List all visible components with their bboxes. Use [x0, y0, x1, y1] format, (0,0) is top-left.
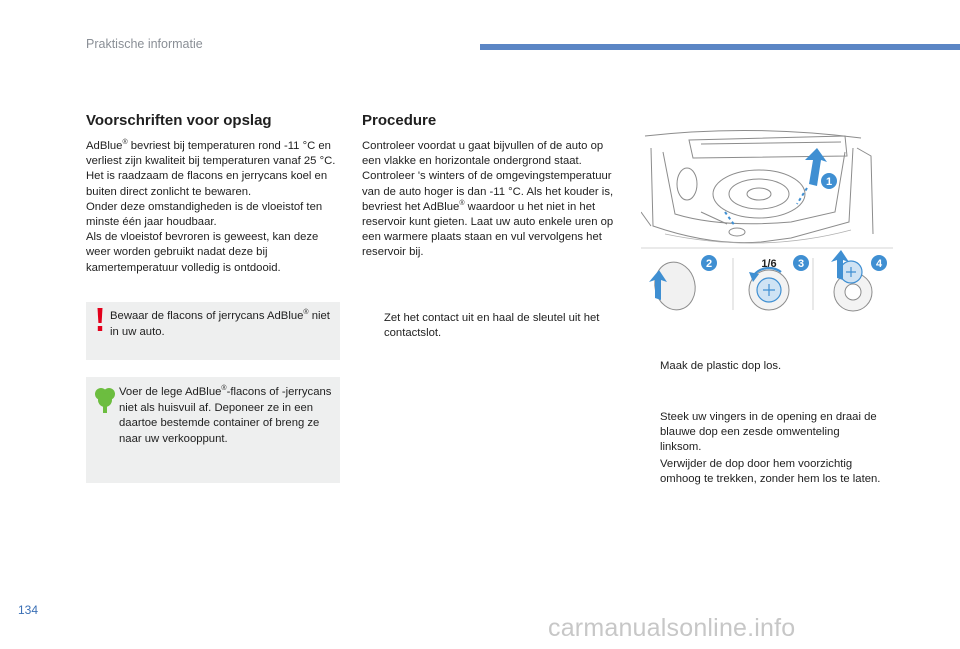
- warning-text: [110, 309, 332, 340]
- page-number: 134: [18, 603, 39, 617]
- registered-mark: ®: [303, 309, 309, 317]
- storage-paragraph-3: Als de vloeistof bevroren is geweest, kan deze weer worden gebruikt nadat deze bij kamertemperatuur volledig is ontdooid.: [86, 231, 319, 274]
- text-run: niet in uw auto.: [110, 310, 330, 338]
- car-boot-drawing: [641, 130, 873, 242]
- environment-box: [86, 377, 340, 483]
- text-run: Bewaar de flacons of jerrycans AdBlue: [110, 310, 304, 322]
- text-run: bevriest bij temperaturen rond -11 °C en verliest zijn kwaliteit bij temperaturen vanaf 25 °C. Het is raadzaam de flacons en jerrycans koel en buiten direct zonlicht te bewaren.: [86, 140, 336, 198]
- callout-3-label: 3: [797, 258, 805, 270]
- procedure-step-3: [638, 410, 883, 456]
- registered-mark: ®: [221, 385, 227, 393]
- storage-section: [86, 112, 342, 276]
- procedure-section: [362, 112, 616, 261]
- dashed-pointer-line: [797, 188, 807, 204]
- text-run: -flacons of -jerrycans niet als huisvuil af. Deponeer ze in een daartoe bestemde container of breng ze naar uw verkooppunt.: [119, 386, 332, 445]
- step-text: Maak de plastic dop los.: [660, 360, 782, 372]
- storage-heading: Voorschriften voor opslag: [86, 112, 272, 129]
- rotation-label: 1/6: [761, 258, 777, 270]
- callout-1-label: 1: [825, 176, 833, 188]
- boot-outline-shading: [665, 230, 851, 243]
- storage-paragraph-1: [86, 139, 342, 200]
- header-accent-bar: [480, 44, 960, 50]
- procedure-step-4: [638, 457, 883, 487]
- procedure-step-2: [638, 359, 883, 374]
- procedure-intro-1: Controleer voordat u gaat bijvullen of de auto op een vlakke en horizontale ondergrond staat.: [362, 140, 604, 168]
- text-run: waardoor u het niet in het reservoir kunt gieten. Laat uw auto enkele uren op een warmere plaats staan en vul vervolgens het reservoir bij.: [362, 200, 614, 259]
- step-text: Steek uw vingers in de opening en draai de blauwe dop een zesde omwenteling linksom.: [660, 411, 877, 454]
- watermark: carmanualsonline.info: [548, 614, 796, 642]
- step-text: Zet het contact uit en haal de sleutel uit het contactslot.: [384, 312, 600, 340]
- procedure-intro-2: [362, 169, 616, 260]
- registered-mark: ®: [122, 139, 128, 147]
- storage-text: [86, 139, 342, 276]
- open-neck-drawing: [845, 284, 861, 300]
- environment-text: [119, 385, 332, 447]
- text-run: Voer de lege AdBlue: [119, 386, 222, 398]
- warning-box: [86, 302, 340, 360]
- procedure-intro: [362, 139, 616, 261]
- procedure-step-1: [362, 311, 620, 341]
- callout-4-label: 4: [875, 258, 883, 270]
- warning-exclamation-icon: [95, 308, 105, 332]
- procedure-heading: Procedure: [362, 112, 437, 129]
- text-run: AdBlue: [86, 140, 123, 152]
- registered-mark: ®: [459, 200, 465, 208]
- adblue-filler-illustration: [641, 126, 893, 326]
- storage-paragraph-2: Onder deze omstandigheden is de vloeistof ten minste één jaar houdbaar.: [86, 200, 323, 229]
- tree-environment-icon: [94, 387, 116, 413]
- step-text: Verwijder de dop door hem voorzichtig omhoog te trekken, zonder hem los te laten.: [660, 458, 881, 486]
- text-run: Controleer 's winters of de omgevingstemperatuur van de auto hoger is dan -11 °C. Als het kouder is, bevriest het AdBlue: [362, 170, 614, 213]
- chapter-title: Praktische informatie: [86, 37, 203, 51]
- callout-2-label: 2: [705, 258, 713, 270]
